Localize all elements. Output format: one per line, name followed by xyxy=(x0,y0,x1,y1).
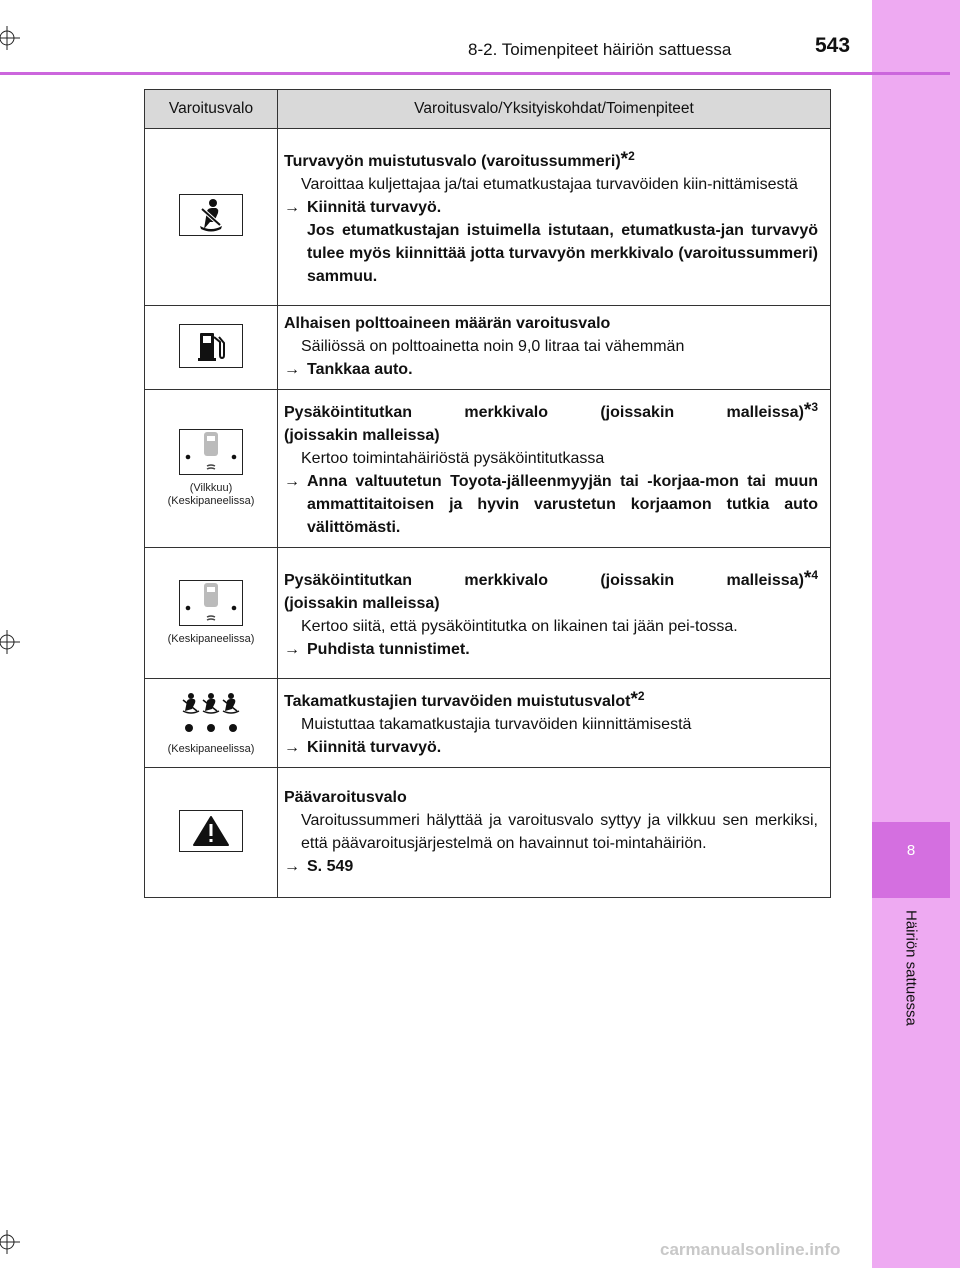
chapter-title-wrap xyxy=(872,910,950,1060)
row-action: Kiinnitä turvavyö. xyxy=(307,198,442,216)
footnote-star: * xyxy=(630,689,638,710)
footnote-star: * xyxy=(620,148,629,170)
col-header-details: Varoitusvalo/Yksityiskohdat/Toimenpiteet xyxy=(278,90,831,129)
row-description: Kertoo siitä, että pysäköintitutka on likainen tai jään pei-tossa. xyxy=(301,617,738,635)
table-row xyxy=(145,679,831,768)
row-subtitle: (joissakin malleissa) xyxy=(284,427,440,444)
watermark-footer: carmanualsonline.info xyxy=(660,1240,841,1259)
footnote-number: 2 xyxy=(628,148,635,163)
section-title: 8-2. Toimenpiteet häiriön sattuessa xyxy=(468,40,732,59)
rear-seatbelt-reminder-icon xyxy=(180,691,242,735)
arrow-icon: → xyxy=(284,361,300,378)
parking-sensor-icon xyxy=(179,429,243,475)
footnote-number: 4 xyxy=(811,567,818,582)
arrow-icon: → xyxy=(284,857,300,875)
row-title: Alhaisen polttoaineen määrän varoitusvalo xyxy=(284,315,611,332)
col-header-light: Varoitusvalo xyxy=(145,90,278,129)
table-row xyxy=(145,306,831,390)
row-title: Takamatkustajien turvavöiden muistutusvalot xyxy=(284,693,631,710)
row-action: Puhdista tunnistimet. xyxy=(307,640,470,658)
row-action: Anna valtuutetun Toyota-jälleenmyyjän tai -korjaa-mon tai muun ammattitaitoisen ja hyvin varustetun korjaamon tutkia auto välittömästi. xyxy=(307,473,818,536)
row-title: Pysäköintitutkan merkkivalo (joissakin malleissa) xyxy=(284,571,804,589)
row-title: Pysäköintitutkan merkkivalo (joissakin malleissa) xyxy=(284,404,804,421)
row-description: Muistuttaa takamatkustajia turvavöiden kiinnittämisestä xyxy=(301,716,692,733)
details-cell xyxy=(278,390,831,548)
table-row xyxy=(145,768,831,898)
row-action: Kiinnitä turvavyö. xyxy=(307,739,442,756)
table-row xyxy=(145,390,831,548)
row-description: Varoitussummeri hälyttää ja varoitusvalo syttyy ja vilkkuu sen merkiksi, että päävaroitusjärjestelmä on havainnut toi-mintahäiriön. xyxy=(301,811,818,852)
footnote-number: 2 xyxy=(637,689,645,703)
row-title: Turvavyön muistutusvalo (varoitussummeri) xyxy=(284,152,621,170)
icon-cell xyxy=(145,306,278,390)
seatbelt-reminder-icon xyxy=(179,194,243,236)
details-cell xyxy=(278,129,831,306)
icon-caption-blinking: (Vilkkuu) xyxy=(189,482,233,494)
details-cell xyxy=(278,679,831,768)
parking-sensor-icon xyxy=(179,580,243,626)
arrow-icon: → xyxy=(284,739,300,756)
arrow-icon: → xyxy=(284,640,300,658)
footnote-star: * xyxy=(803,400,812,421)
table-row xyxy=(145,129,831,306)
row-title: Päävaroitusvalo xyxy=(284,788,407,806)
row-subtitle: (joissakin malleissa) xyxy=(284,594,440,612)
table-row xyxy=(145,548,831,679)
row-description: Varoittaa kuljettajaa ja/tai etumatkustajaa turvavöiden kiin-nittämisestä xyxy=(301,175,798,193)
footnote-number: 3 xyxy=(811,400,818,414)
icon-cell xyxy=(145,390,278,548)
chapter-number: 8 xyxy=(906,842,916,859)
chapter-title: Häiriön sattuessa xyxy=(902,910,920,1026)
row-action: Tankkaa auto. xyxy=(307,361,413,378)
icon-cell xyxy=(145,768,278,898)
arrow-icon: → xyxy=(284,473,300,490)
icon-caption-panel: (Keskipaneelissa) xyxy=(167,742,255,755)
footnote-star: * xyxy=(803,567,812,589)
master-warning-icon xyxy=(179,810,243,852)
icon-cell xyxy=(145,679,278,768)
header-rule xyxy=(0,72,950,75)
chapter-sidebar xyxy=(872,0,960,1268)
row-action: S. 549 xyxy=(307,857,354,875)
icon-cell xyxy=(145,129,278,306)
row-action-detail: Jos etumatkustajan istuimella istutaan, etumatkusta-jan turvavyö tulee myös kiinnittää jotta turvavyön merkkivalo (varoitussummeri) sammuu. xyxy=(307,221,818,285)
row-description: Kertoo toimintahäiriöstä pysäköintitutkassa xyxy=(301,450,605,467)
row-description: Säiliössä on polttoainetta noin 9,0 litraa tai vähemmän xyxy=(301,338,685,355)
chapter-tab xyxy=(872,822,950,898)
icon-cell xyxy=(145,548,278,679)
icon-caption-panel: (Keskipaneelissa) xyxy=(167,633,255,645)
icon-caption-panel: (Keskipaneelissa) xyxy=(167,495,255,507)
table-header-row xyxy=(145,90,831,129)
fuel-pump-icon xyxy=(179,324,243,368)
page-number: 543 xyxy=(815,34,851,57)
details-cell xyxy=(278,548,831,679)
details-cell xyxy=(278,768,831,898)
details-cell xyxy=(278,306,831,390)
arrow-icon: → xyxy=(284,198,300,216)
warning-light-table xyxy=(144,89,831,898)
